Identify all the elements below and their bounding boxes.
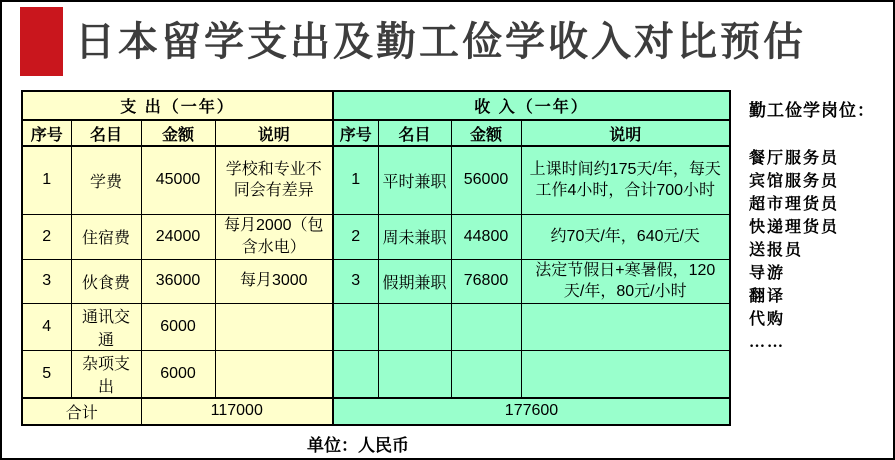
expense-no: 5 <box>22 350 71 398</box>
expense-note: 每月3000 <box>215 259 333 303</box>
table-row <box>22 303 730 350</box>
income-amount: 56000 <box>451 146 521 214</box>
income-amount <box>451 303 521 350</box>
expense-no: 4 <box>22 303 71 350</box>
income-note: 上课时间约175天/年，每天工作4小时，合计700小时 <box>521 146 730 214</box>
expense-amount: 36000 <box>141 259 215 303</box>
expense-name: 伙食费 <box>71 259 141 303</box>
income-amount <box>451 350 521 398</box>
job-list <box>749 147 895 354</box>
income-name: 周未兼职 <box>378 214 451 259</box>
job-list-item: 送报员 <box>749 242 804 259</box>
income-amount: 76800 <box>451 259 521 303</box>
job-list-item: 翻译 <box>749 288 786 305</box>
expense-total-label: 合计 <box>22 398 141 425</box>
income-name <box>378 350 451 398</box>
expense-col-no: 序号 <box>22 120 71 146</box>
income-total-value: 177600 <box>333 398 730 425</box>
expense-amount: 45000 <box>141 146 215 214</box>
expense-no: 3 <box>22 259 71 303</box>
job-list-item: 代购 <box>749 311 786 328</box>
table-total-row <box>22 398 730 425</box>
income-no <box>333 350 378 398</box>
expense-group-header: 支 出（一年） <box>22 91 333 120</box>
income-name <box>378 303 451 350</box>
job-list-title: 勤工俭学岗位： <box>749 101 875 120</box>
table-row <box>22 91 730 120</box>
expense-name: 学费 <box>71 146 141 214</box>
page-title: 日本留学支出及勤工俭学收入对比预估 <box>75 20 806 64</box>
income-no: 3 <box>333 259 378 303</box>
income-group-header: 收 入（一年） <box>333 91 730 120</box>
income-name: 假期兼职 <box>378 259 451 303</box>
expense-note <box>215 350 333 398</box>
expense-name: 通讯交通 <box>71 303 141 350</box>
income-note <box>521 350 730 398</box>
expense-total-value: 117000 <box>141 398 333 425</box>
table-row <box>22 259 730 303</box>
expense-amount: 24000 <box>141 214 215 259</box>
expense-income-table <box>21 90 731 426</box>
expense-col-note: 说明 <box>215 120 333 146</box>
job-list-item: …… <box>749 334 785 351</box>
income-col-no: 序号 <box>333 120 378 146</box>
income-note: 约70天/年，640元/天 <box>521 214 730 259</box>
job-list-item: 超市理货员 <box>749 196 840 213</box>
income-no <box>333 303 378 350</box>
income-amount: 44800 <box>451 214 521 259</box>
expense-amount: 6000 <box>141 350 215 398</box>
job-list-item: 餐厅服务员 <box>749 150 840 167</box>
income-note: 法定节假日+寒暑假，120天/年，80元/小时 <box>521 259 730 303</box>
table-row <box>22 214 730 259</box>
income-name: 平时兼职 <box>378 146 451 214</box>
expense-no: 2 <box>22 214 71 259</box>
unit-note: 单位：人民币 <box>307 436 409 455</box>
income-col-amount: 金额 <box>451 120 521 146</box>
table-row <box>22 350 730 398</box>
expense-note: 每月2000（包含水电） <box>215 214 333 259</box>
expense-no: 1 <box>22 146 71 214</box>
income-no: 2 <box>333 214 378 259</box>
expense-col-amount: 金额 <box>141 120 215 146</box>
expense-amount: 6000 <box>141 303 215 350</box>
job-list-sidebar <box>749 96 895 354</box>
expense-name: 住宿费 <box>71 214 141 259</box>
job-list-item: 导游 <box>749 265 786 282</box>
income-no: 1 <box>333 146 378 214</box>
table-header-row <box>22 120 730 146</box>
expense-note <box>215 303 333 350</box>
expense-note: 学校和专业不同会有差异 <box>215 146 333 214</box>
job-list-item: 宾馆服务员 <box>749 173 840 190</box>
expense-name: 杂项支出 <box>71 350 141 398</box>
income-note <box>521 303 730 350</box>
table-row <box>22 146 730 214</box>
income-col-name: 名目 <box>378 120 451 146</box>
job-list-item: 快递理货员 <box>749 219 840 236</box>
title-accent-block <box>20 7 63 76</box>
expense-col-name: 名目 <box>71 120 141 146</box>
income-col-note: 说明 <box>521 120 730 146</box>
